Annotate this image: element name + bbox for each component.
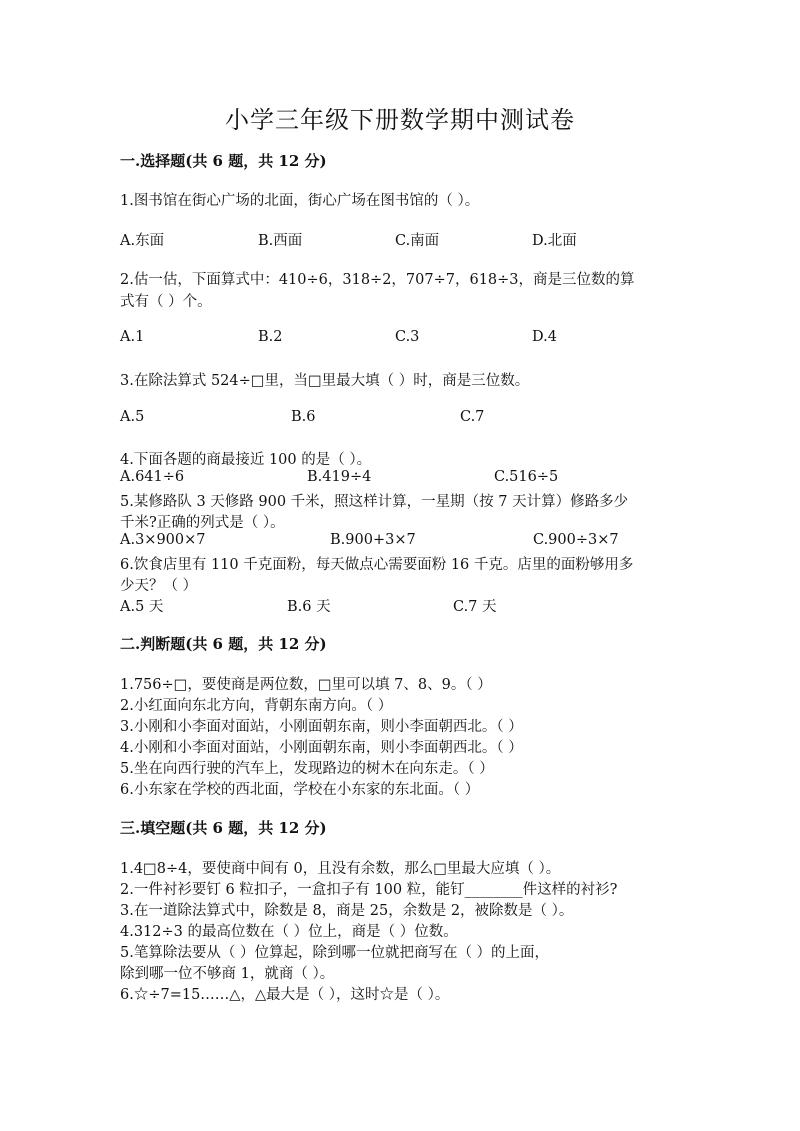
q2-option-d: D.4 (532, 329, 557, 345)
q4-option-b: B.419÷4 (307, 469, 372, 485)
q2-option-a: A.1 (120, 329, 145, 345)
question-5-line-2: 千米?正确的列式是（ ）。 (120, 515, 285, 531)
fill-item-3: 3.在一道除法算式中，除数是 8，商是 25，余数是 2，被除数是（ ）。 (120, 903, 574, 919)
q5-option-c: C.900÷3×7 (533, 532, 619, 548)
question-1-text: 1.图书馆在街心广场的北面，街心广场在图书馆的（ ）。 (120, 193, 480, 209)
fill-item-1: 1.4□8÷4，要使商中间有 0，且没有余数，那么□里最大应填（ ）。 (120, 861, 561, 877)
q6-option-b: B.6 天 (287, 599, 331, 615)
q2-option-b: B.2 (258, 329, 283, 345)
judgement-item-1: 1.756÷□，要使商是两位数，□里可以填 7、8、9。（ ） (120, 677, 492, 693)
question-6-line-2: 少天？（ ） (120, 578, 198, 594)
fill-item-2: 2.一件衬衫要钉 6 粒扣子，一盒扣子有 100 粒，能钉________件这样的衬衫? (120, 882, 618, 898)
q1-option-d: D.北面 (532, 233, 577, 249)
section-heading-choice: 一.选择题(共 6 题，共 12 分) (120, 152, 327, 170)
judgement-item-2: 2.小红面向东北方向，背朝东南方向。（ ） (120, 698, 393, 714)
q5-option-b: B.900+3×7 (330, 532, 416, 548)
question-2-line-2: 式有（ ）个。 (120, 294, 212, 310)
question-4-text: 4.下面各题的商最接近 100 的是（ ）。 (120, 452, 372, 468)
q5-option-a: A.3×900×7 (120, 532, 206, 548)
q2-option-c: C.3 (395, 329, 420, 345)
q3-option-a: A.5 (120, 409, 145, 425)
q4-option-c: C.516÷5 (494, 469, 559, 485)
fill-item-5-line-1: 5.笔算除法要从（ ）位算起，除到哪一位就把商写在（ ）的上面， (120, 945, 550, 961)
q3-option-c: C.7 (460, 409, 485, 425)
judgement-item-6: 6.小东家在学校的西北面，学校在小东家的东北面。（ ） (120, 782, 480, 798)
judgement-item-5: 5.坐在向西行驶的汽车上，发现路边的树木在向东走。（ ） (120, 761, 494, 777)
q4-option-a: A.641÷6 (120, 469, 185, 485)
question-6-line-1: 6.饮食店里有 110 千克面粉，每天做点心需要面粉 16 千克。店里的面粉够用多 (120, 557, 634, 573)
q6-option-a: A.5 天 (120, 599, 164, 615)
section-heading-judgement: 二.判断题(共 6 题，共 12 分) (120, 635, 327, 653)
fill-item-5-line-2: 除到哪一位不够商 1，就商（ ）。 (120, 966, 335, 982)
fill-item-4: 4.312÷3 的最高位数在（ ）位上，商是（ ）位数。 (120, 924, 458, 940)
q1-option-b: B.西面 (258, 233, 303, 249)
q1-option-c: C.南面 (395, 233, 440, 249)
question-5-line-1: 5.某修路队 3 天修路 900 千米，照这样计算，一星期（按 7 天计算）修路多少 (120, 494, 629, 510)
q6-option-c: C.7 天 (453, 599, 497, 615)
q3-option-b: B.6 (291, 409, 316, 425)
page-title: 小学三年级下册数学期中测试卷 (225, 106, 575, 134)
judgement-item-4: 4.小刚和小李面对面站，小刚面朝东南，则小李面朝西北。（ ） (120, 740, 523, 756)
fill-item-6: 6.☆÷7=15……△，△最大是（ ），这时☆是（ ）。 (120, 987, 450, 1003)
judgement-item-3: 3.小刚和小李面对面站，小刚面朝东南，则小李面朝西北。（ ） (120, 719, 523, 735)
section-heading-fill-in: 三.填空题(共 6 题，共 12 分) (120, 819, 327, 837)
q1-option-a: A.东面 (120, 233, 165, 249)
question-2-line-1: 2.估一估，下面算式中：410÷6，318÷2，707÷7，618÷3，商是三位数的算 (120, 272, 635, 288)
question-3-text: 3.在除法算式 524÷□里，当□里最大填（ ）时，商是三位数。 (120, 373, 530, 389)
